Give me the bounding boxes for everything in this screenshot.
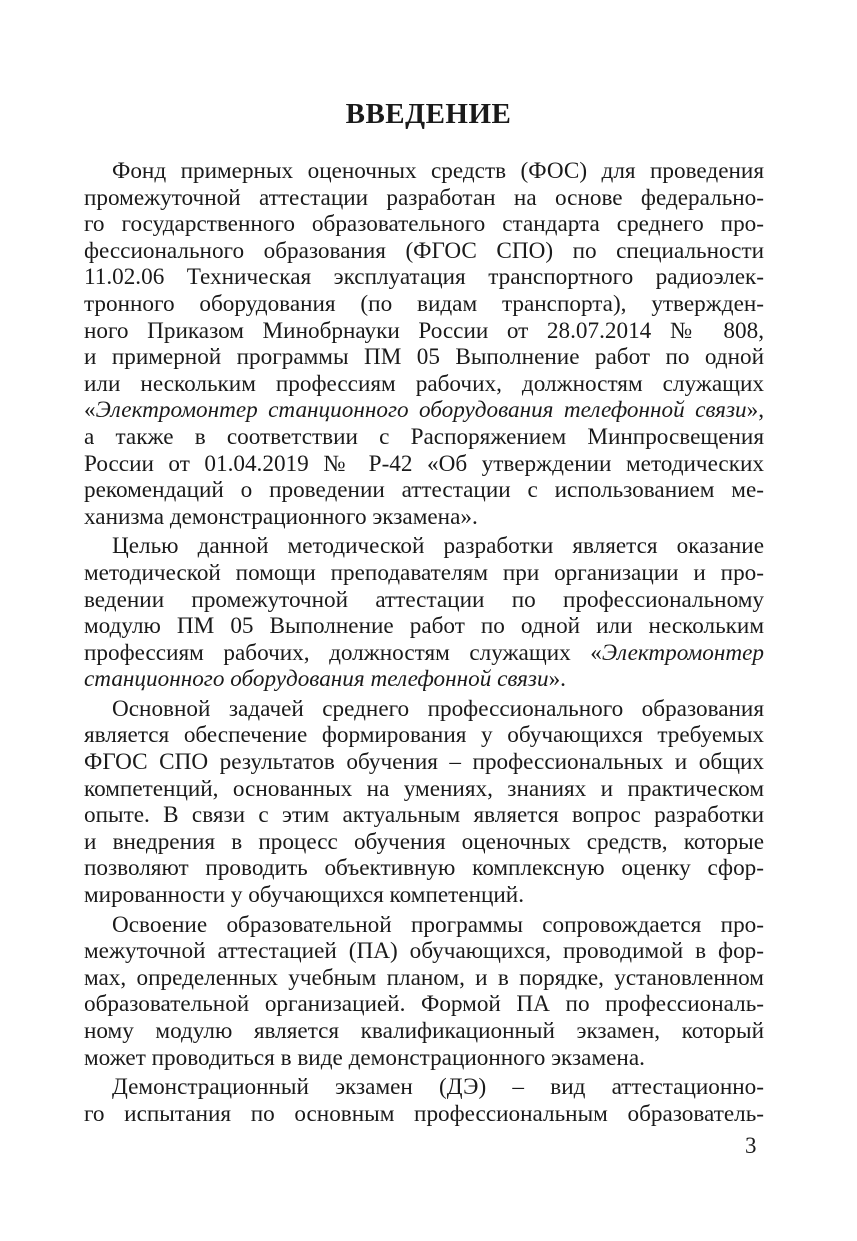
text-line: фессионального образования (ФГОС СПО) по специальности bbox=[84, 237, 764, 264]
text-line: ведении промежуточной аттестации по профессиональному bbox=[84, 586, 764, 613]
text-line: и примерной программы ПМ 05 Выполнение работ по одной bbox=[84, 344, 764, 371]
paragraph bbox=[84, 912, 764, 1072]
text-line: модулю ПМ 05 Выполнение работ по одной или нескольким bbox=[84, 613, 764, 640]
text-line: методической помощи преподавателям при организации и про- bbox=[84, 559, 764, 586]
text-line: ного Приказом Минобрнауки России от 28.07.2014 № 808, bbox=[84, 317, 764, 344]
text-line: или нескольким профессиям рабочих, должностям служащих bbox=[84, 370, 764, 397]
text-line: ханизма демонстрационного экзамена». bbox=[84, 503, 478, 530]
text-line: мированности у обучающихся компетенций. bbox=[84, 882, 525, 909]
text-line: компетенций, основанных на умениях, знаниях и практическом bbox=[84, 775, 764, 802]
paragraph bbox=[84, 1074, 764, 1127]
text-line: тронного оборудования (по видам транспорта), утвержден- bbox=[84, 290, 764, 317]
text-line: Демонстрационный экзамен (ДЭ) – вид аттестационно- bbox=[112, 1074, 764, 1101]
paragraph bbox=[84, 158, 764, 530]
page-number: 3 bbox=[745, 1133, 757, 1158]
text-line: образовательной организацией. Формой ПА по профессиональ- bbox=[84, 991, 764, 1018]
text-line: Целью данной методической разработки является оказание bbox=[112, 533, 764, 560]
text-line: профессиям рабочих, должностям служащих «Электромонтер bbox=[84, 639, 764, 666]
text-line: «Электромонтер станционного оборудования телефонной связи», bbox=[84, 397, 764, 424]
italic-phrase: станционного оборудования телефонной связи bbox=[84, 666, 549, 693]
text-line: России от 01.04.2019 № Р-42 «Об утверждении методических bbox=[84, 450, 764, 477]
text-line: может проводиться в виде демонстрационного экзамена. bbox=[84, 1044, 645, 1071]
text-line: рекомендаций о проведении аттестации с использованием ме- bbox=[84, 477, 764, 504]
text-line: а также в соответствии с Распоряжением Минпросвещения bbox=[84, 423, 764, 450]
text-line: Фонд примерных оценочных средств (ФОС) для проведения bbox=[112, 158, 764, 184]
italic-phrase: Электромонтер bbox=[601, 639, 764, 666]
text-line: является обеспечение формирования у обучающихся требуемых bbox=[84, 722, 764, 749]
text-line: промежуточной аттестации разработан на основе федерально- bbox=[84, 184, 764, 211]
text-line: мах, определенных учебным планом, и в порядке, установленном bbox=[84, 964, 764, 991]
italic-phrase: Электромонтер станционного оборудования телефонной связи bbox=[95, 397, 747, 424]
paragraph bbox=[84, 533, 764, 693]
text-line: позволяют проводить объективную комплексную оценку сфор- bbox=[84, 855, 764, 882]
paragraph bbox=[84, 696, 764, 909]
text-line: межуточной аттестацией (ПА) обучающихся, проводимой в фор- bbox=[84, 938, 764, 965]
text-line: ФГОС СПО результатов обучения – профессиональных и общих bbox=[84, 749, 764, 776]
text-line: Основной задачей среднего профессионального образования bbox=[112, 695, 764, 722]
text-line: ному модулю является квалификационный экзамен, который bbox=[84, 1018, 764, 1044]
text-line: опыте. В связи с этим актуальным является вопрос разработки bbox=[84, 802, 764, 829]
text-line: 11.02.06 Техническая эксплуатация транспортного радиоэлек- bbox=[84, 264, 764, 291]
text-line: и внедрения в процесс обучения оценочных средств, которые bbox=[84, 828, 764, 855]
text-line: станционного оборудования телефонной связи». bbox=[84, 666, 566, 693]
body-text bbox=[84, 158, 764, 1127]
text-line: го испытания по основным профессиональным образователь- bbox=[84, 1100, 764, 1127]
page-title: ВВЕДЕНИЕ bbox=[345, 98, 512, 130]
text-line: Освоение образовательной программы сопровождается про- bbox=[112, 911, 764, 938]
text-line: го государственного образовательного стандарта среднего про- bbox=[84, 211, 764, 238]
